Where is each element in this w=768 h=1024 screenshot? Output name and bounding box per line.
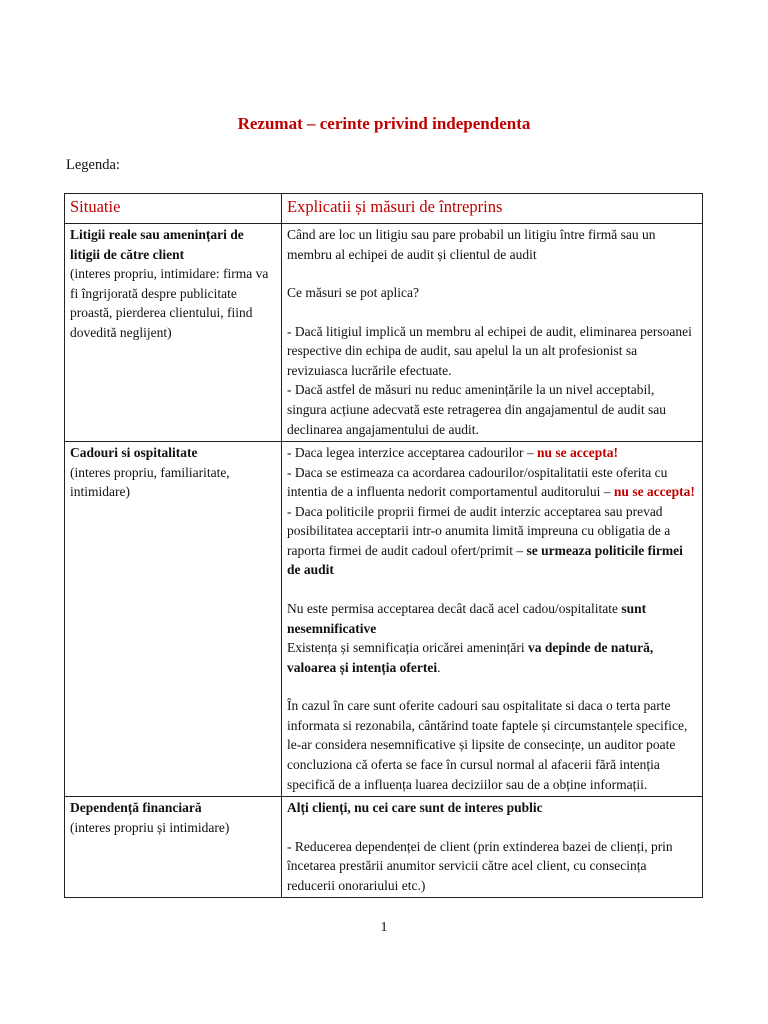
rule-item [287, 502, 697, 580]
legend-label: Legenda: [66, 157, 120, 173]
situation-title: Litigii reale sau amenințari de litigii de către client [70, 227, 244, 262]
table-header-row [65, 194, 703, 224]
document-title: Rezumat – cerinte privind independenta [237, 114, 531, 133]
rule-text: - Daca se estimeaza ca acordarea cadourilor/ospitalitatii este oferita cu intentia de a influenta nedorit comportamentul auditorului – [287, 464, 668, 500]
condition-emphasis: sunt nesemnificative [287, 601, 647, 636]
header-situatie: Situatie [65, 194, 282, 224]
rule-item [287, 443, 697, 463]
rule-verdict: nu se accepta! [613, 484, 695, 500]
measures-question: Ce măsuri se pot aplica? [287, 285, 419, 301]
situation-title: Dependență financiară [70, 800, 202, 816]
explanation-cell [282, 442, 703, 797]
situation-cell [65, 442, 282, 797]
rule-text: - Daca legea interzice acceptarea cadourilor – [287, 445, 537, 461]
condition-paragraph [287, 638, 697, 677]
situation-note: (interes propriu, intimidare: firma va fi îngrijorată despre publicitate proastă, pierderea clientului, fiind dovedită neglijent) [70, 266, 269, 340]
condition-text: Nu este permisa acceptarea decât dacă acel cadou/ospitalitate [287, 601, 622, 616]
independence-requirements-table [64, 193, 703, 898]
situation-cell [65, 224, 282, 442]
table-row-dependenta [65, 797, 703, 898]
explanation-cell [282, 797, 703, 898]
rule-text: - Daca politicile proprii firmei de audit interzic acceptarea sau prevad posibilitatea acceptarii intr-o anumita limită impreuna cu obligatia de a raporta firmei de audit cadoul ofert/primit – [287, 503, 671, 558]
measure-item: - Dacă astfel de măsuri nu reduc amenințările la un nivel acceptabil, singura acțiune adecvată este retragerea din angajamentul de audit sau declinarea angajamentului de audit. [287, 382, 666, 437]
measure-item: - Dacă litigiul implică un membru al echipei de audit, eliminarea persoanei respective din echipa de audit, sau apelul la un alt profesionist sa revizuiasca lucrările efectuate. [287, 323, 692, 378]
condition-emphasis: va depinde de natură, valoarea și intenția ofertei [287, 640, 654, 675]
table-row-litigii [65, 224, 703, 442]
explanation-cell [282, 224, 703, 442]
condition-end: . [437, 659, 441, 675]
explanation-paragraph: Când are loc un litigiu sau pare probabil un litigiu între firmă sau un membru al echipei de audit și clientul de audit [287, 227, 656, 262]
condition-text: Existența și semnificația oricărei amenințări [287, 640, 529, 656]
condition-paragraph [287, 599, 697, 638]
page-number: 1 [380, 920, 388, 935]
header-explicatii: Explicatii și măsuri de întreprins [282, 194, 703, 224]
table-row-cadouri [65, 442, 703, 797]
rule-item [287, 463, 697, 502]
measure-item: - Reducerea dependenței de client (prin extinderea bazei de clienți, prin încetarea prestării anumitor servicii către acel client, cu consecința reducerii onorariului etc.) [287, 838, 673, 893]
situation-note: (interes propriu și intimidare) [70, 819, 230, 835]
situation-note: (interes propriu, familiaritate, intimidare) [70, 464, 230, 500]
subheading: Alți clienți, nu cei care sunt de interes public [287, 800, 543, 816]
situation-title: Cadouri si ospitalitate [70, 445, 198, 461]
rule-verdict: se urmeaza politicile firmei de audit [287, 542, 683, 578]
rule-verdict: nu se accepta! [536, 445, 618, 461]
situation-cell [65, 797, 282, 898]
explanation-paragraph: În cazul în care sunt oferite cadouri sau ospitalitate si daca o terta parte informata si rezonabila, cântărind toate faptele și circumstanțele specifice, le-ar considera nesemnificative și lipsite de consecințe, un auditor poate concluziona că oferta se face în cursul normal al afacerii fără intenția specifică de a influența luarea deciziilor sau de a obține informații. [287, 698, 688, 792]
